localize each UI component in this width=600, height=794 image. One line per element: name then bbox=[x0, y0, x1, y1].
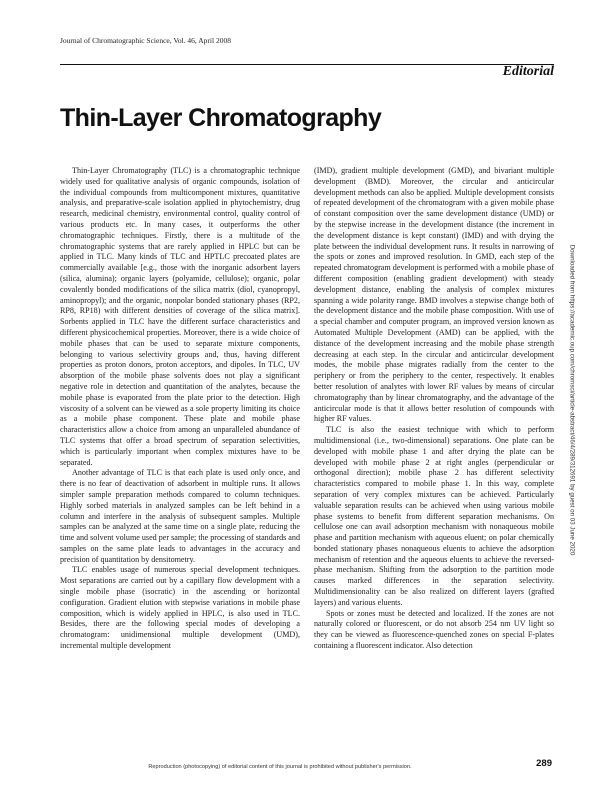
section-label: Editorial bbox=[502, 64, 554, 79]
paragraph: Thin-Layer Chromatography (TLC) is a chromatographic technique widely used for qualitative analysis of organic compounds, isolation of the individual compounds from multicomponent mixtures, quantitative analysis, and preparative-scale isolation applied in phytochemistry, drug research, medicinal chemistry, environmental control, quality control of various products etc. In many cases, it outperforms the other chromatographic techniques. Firstly, there is a multitude of the chromatographic systems that are rarely applied in HPLC but can be applied in TLC. Many kinds of TLC and HPTLC precoated plates are commercially available [e.g., those with the inorganic adsorbent layers (silica, alumina); organic layers (polyamide, cellulose); organic, polar covalently bonded modifications of the silica matrix (diol, cyanopropyl, aminopropyl); and the organic, nonpolar bonded stationary phases (RP2, RP8, RP18) with different densities of coverage of the silica matrix]. Sorbents applied in TLC have the different surface characteristics and different physicochemical properties. Moreover, there is a wide choice of mobile phases that can be used to separate mixture components, belonging to various selectivity groups and, thus, having different properties as proton donors, proton acceptors, and dipoles. In TLC, UV absorption of the mobile phase solvents does not play a significant negative role in detection and quantitation of the analytes, because the mobile phase is evaporated from the plate prior to the detection. High viscosity of a solvent can be viewed as a sole property limiting its choice as a mobile phase component. These plate and mobile phase characteristics allow a choice from among an unparalleled abundance of TLC systems that offer a broad spectrum of separation selectivities, which is particularly important when complex mixtures have to be separated. bbox=[60, 166, 300, 467]
page-number: 289 bbox=[536, 758, 552, 769]
paragraph: TLC enables usage of numerous special development techniques. Most separations are carried out by a capillary flow development with a single mobile phase (isocratic) in the ascending or horizontal configuration. Gradient elution with stepwise variations in mobile phase composition, which is widely applied in HPLC, is also used in TLC. Besides, there are the following special modes of developing a chromatogram: unidimensional multiple development (UMD), incremental multiple development bbox=[60, 565, 300, 651]
paragraph: Another advantage of TLC is that each plate is used only once, and there is no fear of deactivation of adsorbent in multiple runs. It allows simpler sample preparation methods compared to column techniques. Highly sorbed materials in analyzed samples can be left behind in a column and interfere in the analysis of subsequent samples. Multiple samples can be analyzed at the same time on a single plate, reducing the time and solvent volume used per sample; the processing of standards and samples on the same plate leads to advantages in the accuracy and precision of quantitation by densitometry. bbox=[60, 468, 300, 564]
paragraph: (IMD), gradient multiple development (GMD), and bivariant multiple development (BMD). Moreover, the circular and anticircular development methods can also be applied. Multiple development consists of repeated development of the chromatogram with a given mobile phase of constant composition over the same development distance (UMD) or by the stepwise increase in the development distance (the increment in the development distance is kept constant) (IMD) and with drying the plate between the individual development runs. It results in narrowing of the spots or zones and improved resolution. In GMD, each step of the repeated chromatogram development is performed with a mobile phase of different composition (enabling gradient development) with steady development distance, enabling the analysis of complex mixtures spanning a wide polarity range. BMD involves a stepwise change both of the development distance and the mobile phase composition. With use of a special chamber and computer program, an improved version known as Automated Multiple Development (AMD) can be applied, with the distance of the development increasing and the mobile phase strength decreasing at each step. In the circular and anticircular development modes, the mobile phase migrates radially from the center to the periphery or from the periphery to the center, respectively. It enables better resolution of analytes with lower RF values by means of circular chromatography than by linear chromatography, and the advantage of the anticircular mode is that it allows better resolution of compounds with higher RF values. bbox=[314, 166, 554, 424]
left-column bbox=[60, 166, 300, 780]
right-column bbox=[314, 166, 554, 780]
article-title: Thin-Layer Chromatography bbox=[60, 104, 382, 132]
footer-note: Reproduction (photocopying) of editorial content of this journal is prohibited without publisher's permission. bbox=[148, 764, 412, 770]
paragraph: TLC is also the easiest technique with which to perform multidimensional (i.e., two-dimensional) separations. One plate can be developed with mobile phase 1 and after drying the plate can be developed with mobile phase 2 at right angles (perpendicular or orthogonal direction); mobile phase 2 has different selectivity characteristics compared to mobile phase 1. In this way, complete separation of very complex mixtures can be achieved. Particularly valuable separation results can be achieved when using various mobile phase systems to benefit from different separation mechanisms. On cellulose one can avail adsorption mechanism with nonaqueous mobile phase and partition mechanism with aqueous eluent; on polar chemically bonded stationary phases nonaqueous eluents to achieve the adsorption mechanism of retention and the aqueous eluents to achieve the reversed-phase mechanism. Shifting from the adsorption to the partition mode causes marked differences in the separation selectivity. Multidimensionality can be also realized on different layers (grafted layers) and various eluents. bbox=[314, 425, 554, 607]
paragraph: Spots or zones must be detected and localized. If the zones are not naturally colored or fluorescent, or do not absorb 254 nm UV light so they can be viewed as fluorescence-quenched zones on special F-plates containing a fluorescent indicator. Also detection bbox=[314, 608, 554, 651]
download-note: Downloaded from https://academic.oup.com/chromsci/article-abstract/46/4/289/312691 by guest on 03 June 2020 bbox=[568, 244, 576, 556]
section-rule bbox=[60, 64, 554, 65]
journal-header: Journal of Chromatographic Science, Vol. 46, April 2008 bbox=[60, 36, 231, 45]
